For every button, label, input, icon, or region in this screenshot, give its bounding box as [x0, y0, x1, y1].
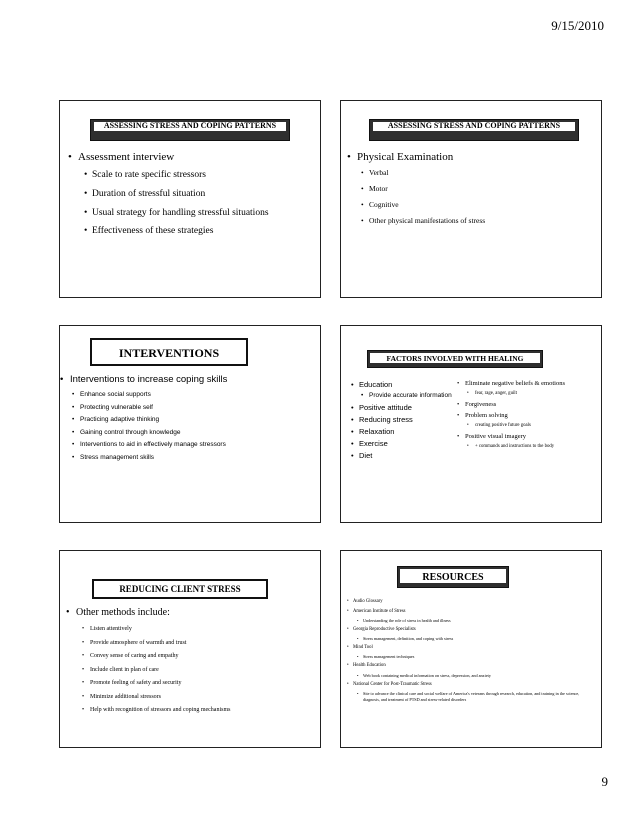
- resource-item: [353, 682, 593, 702]
- sub-bullet-list: [475, 423, 597, 429]
- bullet-item: [465, 433, 597, 451]
- slide-title-box: [369, 119, 579, 141]
- bullet-item: • Reducing stress: [359, 415, 459, 424]
- left-bullet-list: [359, 380, 459, 463]
- sub-bullet-item: • Provide atmosphere of warmth and trust: [90, 640, 318, 646]
- resource-label: Georgia Reproductive Specialists: [353, 626, 416, 632]
- bullet-item: [68, 374, 320, 461]
- bullet-text: Education: [359, 380, 393, 389]
- sub-bullet-item: • fear, rage, anger, guilt: [475, 391, 597, 397]
- slide-interventions: [59, 325, 321, 523]
- sub-bullet-list: [363, 654, 593, 660]
- sub-bullet-list: [475, 391, 597, 397]
- slide-title-box: [90, 338, 248, 366]
- sub-bullet-item: • Gaining control through knowledge: [80, 429, 320, 436]
- bullet-list: [76, 151, 316, 244]
- sub-bullet-list: [363, 636, 593, 642]
- resource-description: • Understanding the role of stress in health and illness: [363, 618, 593, 624]
- sub-bullet-list: [369, 168, 595, 225]
- sub-bullet-item: • Provide accurate information: [369, 392, 459, 400]
- bullet-list: [355, 151, 595, 232]
- resource-label: Mind Tool: [353, 645, 373, 651]
- sub-bullet-item: • Include client in plan of care: [90, 667, 318, 673]
- sub-bullet-item: • Convey sense of caring and empathy: [90, 653, 318, 659]
- slide-title: FACTORS INVOLVED WITH HEALING: [370, 353, 540, 363]
- sub-bullet-item: • Effectiveness of these strategies: [92, 225, 316, 238]
- resource-description: • Stress management techniques: [363, 654, 593, 660]
- slide-title-box: [367, 350, 543, 368]
- sub-bullet-item: • Promote feeling of safety and security: [90, 680, 318, 686]
- slide-title-box: [90, 119, 290, 141]
- resource-item: [353, 609, 593, 624]
- slide-assessing-stress-2: [340, 100, 602, 298]
- slide-title: REDUCING CLIENT STRESS: [119, 584, 241, 594]
- bullet-item: [74, 607, 318, 713]
- sub-bullet-item: • Other physical manifestations of stress: [369, 216, 595, 225]
- bullet-list: [74, 607, 318, 721]
- resource-label: American Institute of Stress: [353, 608, 406, 614]
- resource-item: [353, 599, 593, 605]
- resource-item: [353, 663, 593, 678]
- sub-bullet-list: [363, 673, 593, 679]
- bullet-item: [76, 151, 316, 238]
- page-date: 9/15/2010: [551, 18, 604, 33]
- bullet-text: Problem solving: [465, 411, 508, 419]
- bullet-item: [359, 380, 459, 400]
- sub-bullet-item: • Practicing adaptive thinking: [80, 416, 320, 423]
- slide-reducing-client-stress: [59, 550, 321, 748]
- bullet-text: Eliminate negative beliefs & emotions: [465, 380, 566, 387]
- bullet-item: [465, 380, 597, 398]
- slide-factors-healing: [340, 325, 602, 523]
- right-bullet-list: [465, 380, 597, 454]
- bullet-item: [355, 151, 595, 225]
- bullet-text: Physical Examination: [357, 151, 454, 163]
- slide-title: ASSESSING STRESS AND COPING PATTERNS: [94, 122, 286, 131]
- sub-bullet-item: • Protecting vulnerable self: [80, 404, 320, 411]
- bullet-item: • Relaxation: [359, 427, 459, 436]
- sub-bullet-item: • Minimize additional stressors: [90, 694, 318, 700]
- page-number: 9: [601, 774, 608, 789]
- bullet-item: • Diet: [359, 451, 459, 460]
- sub-bullet-item: • Enhance social supports: [80, 391, 320, 398]
- bullet-text: Interventions to increase coping skills: [70, 374, 228, 385]
- slide-title: RESOURCES: [400, 569, 506, 583]
- sub-bullet-list: [90, 626, 318, 713]
- sub-bullet-list: [92, 169, 316, 238]
- bullet-item: [465, 412, 597, 430]
- resource-description: • Stress management, definition, and coping with stress: [363, 636, 593, 642]
- bullet-item: • Exercise: [359, 439, 459, 448]
- sub-bullet-item: • Duration of stressful situation: [92, 188, 316, 201]
- bullet-text: Other methods include:: [76, 607, 170, 618]
- bullet-text: Assessment interview: [78, 151, 175, 163]
- bullet-list: [68, 374, 320, 466]
- sub-bullet-list: [80, 391, 320, 461]
- resource-description: • Site to advance the clinical care and social welfare of America's veterans through research, education, and training in the science, diagnosis, and treatment of PTSD and stress-related disorders: [363, 691, 593, 702]
- sub-bullet-list: [363, 691, 593, 702]
- sub-bullet-item: • Scale to rate specific stressors: [92, 169, 316, 182]
- sub-bullet-item: • Interventions to aid in effectively manage stressors: [80, 441, 320, 448]
- sub-bullet-item: • creating positive future goals: [475, 423, 597, 429]
- resource-item: [353, 645, 593, 660]
- bullet-item: • Forgiveness: [465, 401, 597, 409]
- resource-label: Audio Glossary: [353, 599, 383, 604]
- sub-bullet-item: • Verbal: [369, 168, 595, 177]
- slide-title: INTERVENTIONS: [118, 346, 220, 360]
- resource-label: Health Education: [353, 663, 386, 669]
- sub-bullet-item: • Cognitive: [369, 200, 595, 209]
- sub-bullet-item: • Listen attentively: [90, 626, 318, 632]
- bullet-text: Positive visual imagery: [465, 432, 527, 440]
- bullet-item: • Positive attitude: [359, 403, 459, 412]
- slide-title: ASSESSING STRESS AND COPING PATTERNS: [373, 122, 575, 131]
- sub-bullet-item: • Stress management skills: [80, 454, 320, 461]
- sub-bullet-list: [475, 444, 597, 450]
- sub-bullet-item: • Motor: [369, 184, 595, 193]
- slide-title-box: [92, 579, 268, 599]
- slide-resources: [340, 550, 602, 748]
- sub-bullet-item: • Usual strategy for handling stressful situations: [92, 207, 316, 220]
- resource-description: • Web book containing medical information on stress, depression, and anxiety: [363, 673, 593, 679]
- slide-title-box: [397, 566, 509, 588]
- sub-bullet-list: [369, 392, 459, 400]
- resource-item: [353, 627, 593, 642]
- sub-bullet-item: • Help with recognition of stressors and coping mechanisms: [90, 707, 318, 713]
- slide-assessing-stress-1: [59, 100, 321, 298]
- sub-bullet-list: [363, 618, 593, 624]
- sub-bullet-item: • + commands and instructions to the body: [475, 444, 597, 450]
- resource-list: [353, 599, 593, 706]
- resource-label: National Center for Post-Traumatic Stress: [353, 681, 432, 687]
